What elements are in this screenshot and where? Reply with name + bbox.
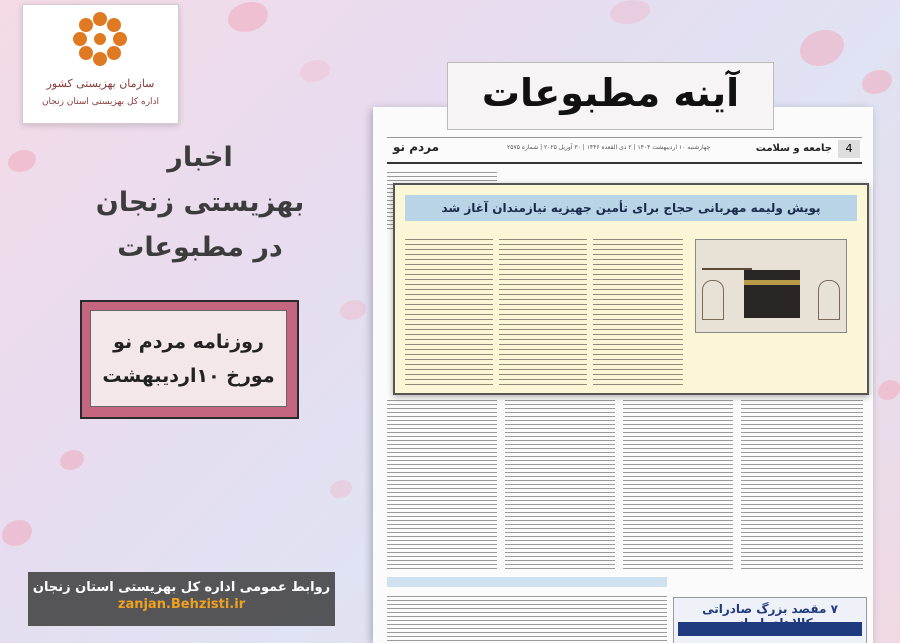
flower-logo-icon (70, 9, 130, 69)
petal-decoration (340, 300, 366, 320)
newspaper-name: روزنامه مردم نو (113, 330, 264, 353)
export-advertisement (673, 597, 867, 643)
publish-date: مورخ ۱۰اردیبهشت (102, 364, 275, 387)
section-name: جامعه و سلامت (755, 143, 832, 154)
text-column (623, 397, 733, 572)
petal-decoration (8, 150, 36, 172)
arch-decoration (818, 280, 840, 320)
petal-decoration (300, 60, 330, 82)
headline-line-3: در مطبوعات (117, 232, 283, 263)
public-relations-footer (28, 572, 335, 626)
petal-decoration (2, 520, 32, 546)
petal-decoration (228, 2, 268, 32)
highlighted-article (393, 183, 869, 395)
petal-decoration (330, 480, 352, 498)
headline-line-2: بهزیستی زنجان (95, 187, 305, 218)
article-heading-strip (387, 577, 667, 587)
article-column (405, 235, 493, 385)
article-column (499, 235, 587, 385)
kaaba-shape (744, 270, 800, 318)
banner-title: آینه مطبوعات (481, 71, 740, 115)
petal-decoration (610, 0, 650, 24)
website-link[interactable]: zanjan.Behzisti.ir (117, 597, 246, 612)
text-column (387, 593, 667, 641)
arch-decoration (702, 280, 724, 320)
masthead-dateline: چهارشنبه ۱۰ اردیبهشت ۱۴۰۴ | ۲ ذی القعده ۱۴۴۶ | ۳۰ آوریل ۲۰۲۵ | شماره ۲۵۷۵ (507, 144, 711, 151)
page-number: 4 (838, 140, 860, 158)
kaaba-image (695, 239, 847, 333)
text-column (741, 397, 863, 572)
ad-title: ۷ مقصد بزرگ صادراتی (702, 602, 838, 616)
organization-logo (22, 4, 179, 124)
text-column (505, 397, 615, 572)
logo-dept-text: اداره کل بهزیستی استان زنجان (41, 97, 160, 107)
kaaba-band (744, 280, 800, 285)
footer-text: روابط عمومی اداره کل بهزیستی استان زنجان (32, 580, 331, 595)
newspaper-masthead (387, 137, 862, 164)
article-title: پویش ولیمه مهربانی حجاج برای تأمین جهیزیه نیازمندان آغاز شد (405, 195, 857, 221)
headline-line-1: اخبار (167, 142, 233, 173)
text-column (387, 397, 497, 572)
masthead-name: مردم نو (393, 140, 440, 154)
calligraphy-mark (702, 246, 752, 270)
main-headline (70, 135, 330, 270)
logo-org-text: سازمان بهزیستی کشور (46, 77, 155, 90)
petal-decoration (878, 380, 900, 400)
petal-decoration (862, 70, 892, 94)
article-column (593, 235, 683, 385)
ad-subtitle-bar (678, 622, 862, 636)
banner-title-box (447, 62, 774, 130)
petal-decoration (60, 450, 84, 470)
petal-decoration (800, 30, 844, 66)
source-box (90, 310, 287, 407)
